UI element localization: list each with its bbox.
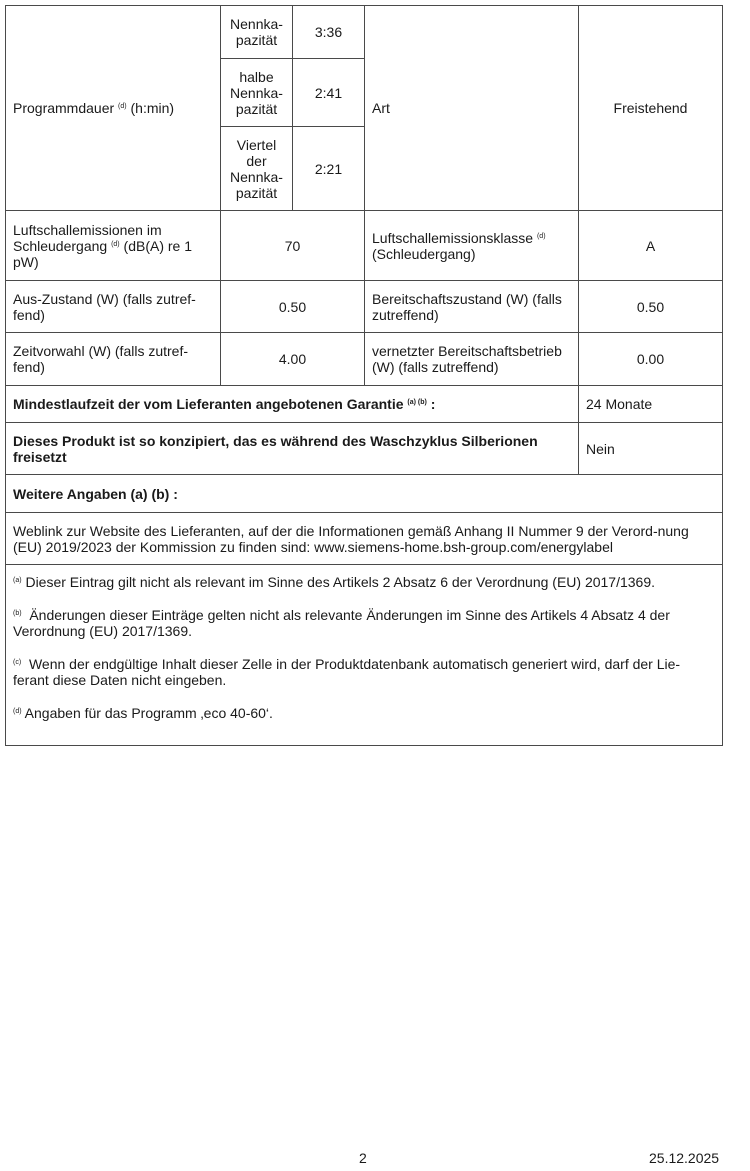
load-full-label — [220, 5, 293, 59]
program-duration-unit: (h:min) — [130, 100, 175, 116]
type-value — [578, 5, 723, 211]
noise-label — [5, 210, 221, 281]
page-number: 2 — [359, 1150, 367, 1166]
silver-ions-value — [578, 422, 723, 475]
silver-ions-value-text: Nein — [586, 440, 615, 457]
footnote-b — [13, 607, 715, 639]
networked-standby-label — [364, 332, 579, 386]
standby-value — [578, 280, 723, 333]
load-quarter-text: Viertel der Nennka-pazität — [230, 136, 283, 201]
duration-half-text: 2:41 — [314, 84, 343, 101]
footnote-marker: (b) — [13, 610, 22, 617]
footnote-marker: (d) — [536, 232, 546, 240]
type-label — [364, 5, 579, 211]
noise-value-text: 70 — [284, 237, 301, 254]
delay-start-label — [5, 332, 221, 386]
load-quarter-label — [220, 126, 293, 211]
noise-value — [220, 210, 365, 281]
noise-class-subtext: (Schleudergang) — [372, 245, 476, 262]
warranty-text: Mindestlaufzeit der vom Lieferanten angebotenen Garantie — [13, 396, 404, 412]
footnote-d-text: Angaben für das Programm ‚eco 40-60‘. — [21, 705, 273, 721]
delay-start-text: Zeitvorwahl (W) (falls zutref-fend) — [13, 343, 189, 375]
footnote-c — [13, 656, 715, 688]
program-duration-label — [5, 5, 221, 211]
off-mode-value-text: 0.50 — [278, 298, 307, 315]
load-half-label — [220, 58, 293, 127]
load-full-text: Nennka-pazität — [230, 16, 283, 48]
silver-ions-text: Dieses Produkt ist so konzipiert, das es während des Waschzyklus Silberionen freisetzt — [13, 432, 538, 465]
footnote-c-text: Wenn der endgültige Inhalt dieser Zelle in der Produktdatenbank automatisch generiert wird, darf der Lie-ferant diese Daten nicht eingeben. — [13, 656, 681, 688]
program-duration-text: Programmdauer — [13, 100, 115, 116]
weblink-text[interactable]: Weblink zur Website des Lieferanten, auf der die Informationen gemäß Anhang II Nummer 9 der Verord-nung (EU) 2019/2023 der Kommission zu finden sind: www.siemens-home.bsh-group.com/energylabel — [13, 522, 689, 555]
standby-text: Bereitschaftszustand (W) (falls zutreffend) — [372, 290, 562, 323]
noise-class-value — [578, 210, 723, 281]
footnotes-box — [5, 564, 723, 746]
noise-class-value-text: A — [645, 237, 656, 254]
further-info-text: Weitere Angaben (a) (b) : — [13, 485, 178, 502]
duration-quarter-value — [292, 126, 365, 211]
duration-quarter-text: 2:21 — [314, 160, 343, 177]
off-mode-text: Aus-Zustand (W) (falls zutref-fend) — [13, 290, 196, 323]
delay-start-value — [220, 332, 365, 386]
silver-ions-label — [5, 422, 579, 475]
duration-full-value — [292, 5, 365, 59]
networked-standby-text: vernetzter Bereitschaftsbetrieb (W) (falls zutreffend) — [372, 343, 562, 375]
load-half-text: halbe Nennka-pazität — [230, 68, 283, 117]
noise-label-text: Luftschallemissionen im Schleudergang — [13, 221, 162, 254]
standby-value-text: 0.50 — [636, 298, 665, 315]
footnote-marker: (d) — [111, 240, 120, 248]
footnote-marker: (d) — [13, 708, 22, 715]
footnote-a-text: Dieser Eintrag gilt nicht als relevant im Sinne des Artikels 2 Absatz 6 der Verordnung (EU) 2017/1369. — [21, 574, 656, 590]
noise-class-label — [364, 210, 579, 281]
footnote-marker: (a) (b) — [407, 399, 427, 406]
duration-full-text: 3:36 — [314, 24, 343, 40]
off-mode-label — [5, 280, 221, 333]
off-mode-value — [220, 280, 365, 333]
noise-class-label-text: Luftschallemissionsklasse — [372, 229, 534, 246]
weblink-row — [5, 512, 723, 565]
warranty-value — [578, 385, 723, 423]
warranty-value-text: 24 Monate — [586, 396, 653, 412]
type-label-text: Art — [372, 100, 390, 116]
footnote-marker: (d) — [118, 103, 127, 110]
warranty-colon: : — [430, 396, 436, 412]
footnote-d — [13, 705, 715, 721]
standby-label — [364, 280, 579, 333]
further-info-heading — [5, 474, 723, 513]
noise-unit-text: (dB(A) re 1 pW) — [13, 237, 192, 270]
footnote-b-text: Änderungen dieser Einträge gelten nicht als relevante Änderungen im Sinne des Artikels 4 Absatz 4 der Verordnung (EU) 2017/1369. — [13, 607, 674, 639]
networked-standby-value — [578, 332, 723, 386]
networked-standby-value-text: 0.00 — [636, 351, 665, 367]
footnote-marker: (c) — [13, 659, 22, 666]
delay-start-value-text: 4.00 — [278, 351, 307, 367]
footnote-marker: (a) — [13, 577, 22, 584]
duration-half-value — [292, 58, 365, 127]
warranty-label — [5, 385, 579, 423]
page-date: 25.12.2025 — [649, 1150, 720, 1166]
footnote-a — [13, 574, 715, 590]
type-value-text: Freistehend — [613, 100, 688, 116]
